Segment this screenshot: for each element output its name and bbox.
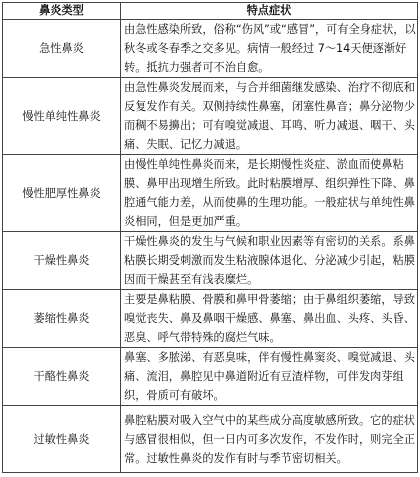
header-type: 鼻炎类型 — [3, 3, 121, 20]
rhinitis-type-cell: 干酪性鼻炎 — [3, 348, 121, 406]
rhinitis-type-cell: 过敏性鼻炎 — [3, 406, 121, 473]
table-row — [3, 348, 418, 406]
feature-cell: 干燥性鼻炎的发生与气候和职业因素等有密切的关系。系鼻粘膜长期受刺激而发生粘液腺体退化、分泌减少引起，粘膜因而干燥甚至有浅表糜烂。 — [121, 232, 418, 290]
feature-cell: 鼻塞、多脓涕、有恶臭味，伴有慢性鼻窦炎、嗅觉减退、头痛、流泪，鼻腔见中鼻道附近有豆渣样物，可伴发肉芽组织，骨质可有破坏。 — [121, 348, 418, 406]
table-row — [3, 232, 418, 290]
rhinitis-type-cell: 慢性肥厚性鼻炎 — [3, 155, 121, 232]
table-row — [3, 290, 418, 348]
feature-cell: 由急性感染所致，俗称“伤风”或“感冒”，可有全身症状，以秋冬或冬春季之交多见。病情一般经过 7～14天便逐渐好转。抵抗力强者可不治自愈。 — [121, 20, 418, 78]
table-header-row — [3, 3, 418, 20]
rhinitis-type-cell: 急性鼻炎 — [3, 20, 121, 78]
feature-cell: 鼻腔粘膜对吸入空气中的某些成分高度敏感所致。它的症状与感冒很相似，但一日内可多次发作，不发作时，则完全正常。过敏性鼻炎的发作有时与季节密切相关。 — [121, 406, 418, 473]
rhinitis-table — [2, 2, 418, 473]
table-row — [3, 20, 418, 78]
header-features: 特点症状 — [121, 3, 418, 20]
table-row — [3, 78, 418, 155]
rhinitis-type-cell: 萎缩性鼻炎 — [3, 290, 121, 348]
rhinitis-type-cell: 慢性单纯性鼻炎 — [3, 78, 121, 155]
feature-cell: 由慢性单纯性鼻炎而来，是长期慢性炎症、淤血而使鼻粘膜、鼻甲出现增生所致。此时粘膜增厚、组织弹性下降、鼻腔通气能力差，从而使鼻的生理功能。一般症状与单纯性鼻炎相同，但是更加严重。 — [121, 155, 418, 232]
feature-cell: 主要是鼻粘膜、骨膜和鼻甲骨萎缩；由于鼻组织萎缩，导致嗅觉丧失、鼻及鼻咽干燥感、鼻塞、鼻出血、头疼、头昏、恶臭、呼气带特殊的腐烂气味。 — [121, 290, 418, 348]
table-row — [3, 406, 418, 473]
feature-cell: 由急性鼻炎发展而来，与合并细菌继发感染、治疗不彻底和反复发作有关。双侧持续性鼻塞，闭塞性鼻音；鼻分泌物少而稠不易擤出；可有嗅觉减退、耳鸣、听力减退、咽干、头痛、失眠、记忆力减退。 — [121, 78, 418, 155]
rhinitis-type-cell: 干燥性鼻炎 — [3, 232, 121, 290]
table-row — [3, 155, 418, 232]
